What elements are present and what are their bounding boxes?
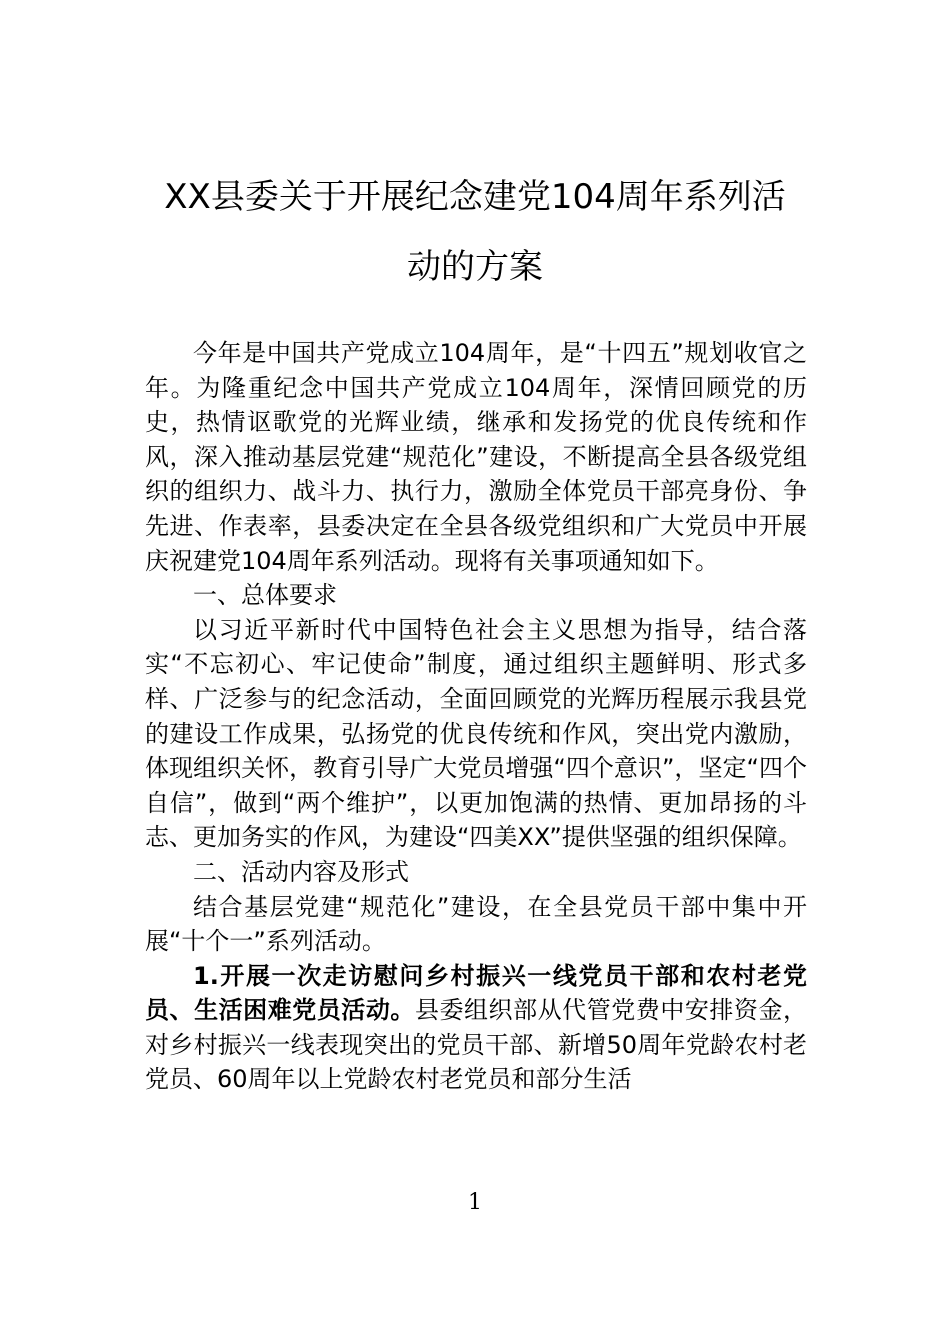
page-number: 1 xyxy=(468,1190,482,1215)
item-1-bold-lead: 1.开展一次走访慰问乡村振兴一线党员干部和农村老党员、生活困难党员活动。 xyxy=(145,961,807,1025)
item-1-text: 县委组织部从代管党费中安排资金，对乡村振兴一线表现突出的党员干部、新增50周年党龄农村老党员、60周年以上党龄农村老党员和部分生活 xyxy=(145,996,808,1094)
section-heading-activities: 二、活动内容及形式 xyxy=(193,857,409,886)
paragraph-intro: 今年是中国共产党成立104周年，是“十四五”规划收官之年。为隆重纪念中国共产党成立104周年，深情回顾党的历史，热情讴歌党的光辉业绩，继承和发扬党的优良传统和作风，深入推动基层党建“规范化”建设，不断提高全县各级党组织的组织力、战斗力、执行力，激励全体党员干部亮身份、争先进、作表率，县委决定在全县各级党组织和广大党员中开展庆祝建党104周年系列活动。现将有关事项通知如下。 xyxy=(145,339,807,575)
document-title-line-2: 动的方案 xyxy=(407,247,543,287)
document-title-line-1: XX县委关于开展纪念建党104周年系列活 xyxy=(164,177,786,217)
paragraph-guiding-thought: 以习近平新时代中国特色社会主义思想为指导，结合落实“不忘初心、牢记使命”制度，通过组织主题鲜明、形式多样、广泛参与的纪念活动，全面回顾党的光辉历程展示我县党的建设工作成果，弘扬党的优良传统和作风，突出党内激励，体现组织关怀，教育引导广大党员增强“四个意识”，坚定“四个自信”，做到“两个维护”，以更加饱满的热情、更加昂扬的斗志、更加务实的作风，为建设“四美XX”提供坚强的组织保障。 xyxy=(145,615,807,852)
section-heading-general-requirements: 一、总体要求 xyxy=(193,581,337,610)
paragraph-item-1 xyxy=(145,959,807,1097)
document-body xyxy=(145,336,807,1097)
paragraph-activities-intro: 结合基层党建“规范化”建设，在全县党员干部中集中开展“十个一”系列活动。 xyxy=(145,892,807,956)
